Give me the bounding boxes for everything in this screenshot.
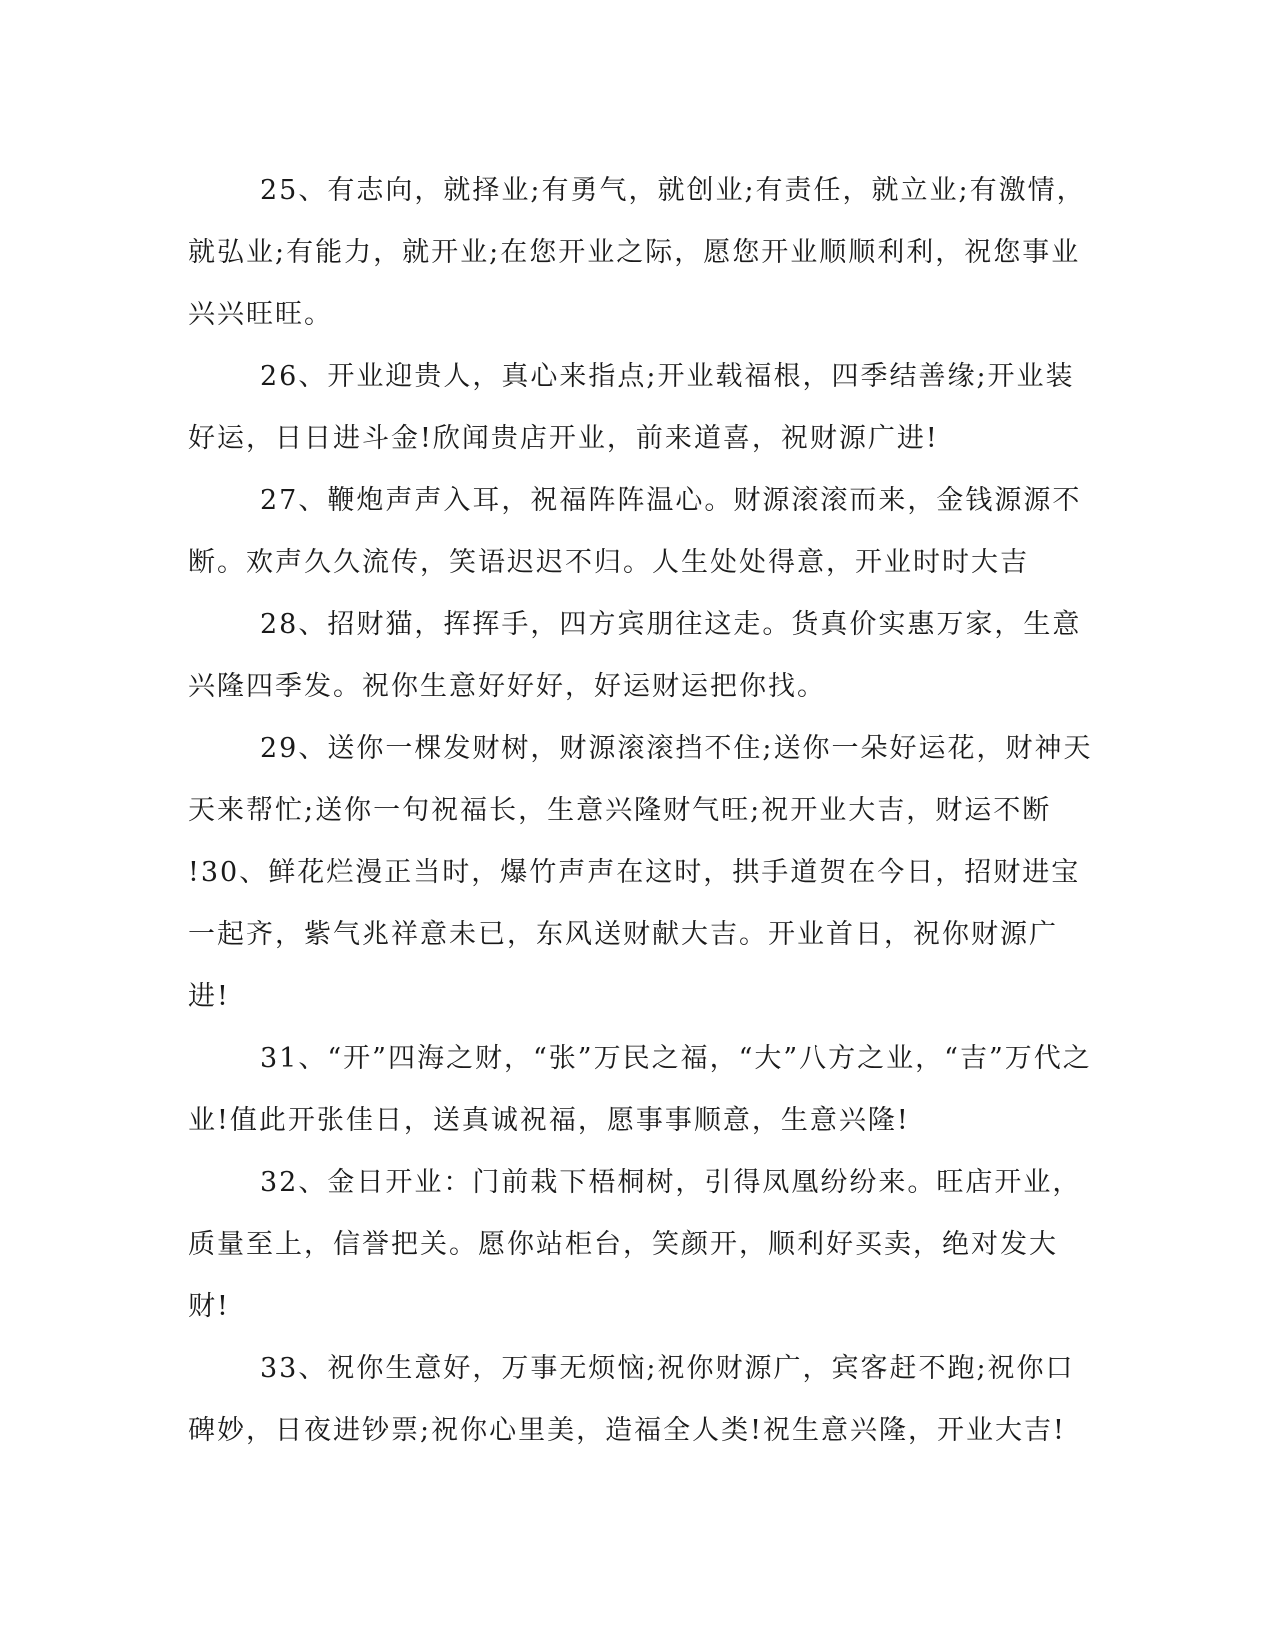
paragraph-28	[188, 594, 1088, 718]
paragraph-31	[188, 1028, 1092, 1152]
text-line: 31、“开”四海之财，“张”万民之福，“大”八方之业，“吉”万代之	[260, 1043, 1092, 1074]
text-line: 27、鞭炮声声入耳，祝福阵阵温心。财源滚滚而来，金钱源源不	[260, 485, 1082, 516]
text-line: 进!	[188, 981, 230, 1012]
text-line: 兴兴旺旺。	[188, 299, 333, 330]
paragraph-25	[188, 160, 1088, 346]
paragraph-27	[188, 470, 1088, 594]
text-line: 33、祝你生意好，万事无烦恼;祝你财源广，宾客赶不跑;祝你口	[260, 1353, 1075, 1384]
text-line: !30、鲜花烂漫正当时，爆竹声声在这时，拱手道贺在今日，招财进宝	[188, 857, 1081, 888]
text-line: 财!	[188, 1291, 230, 1322]
text-line: 质量至上，信誉把关。愿你站柜台，笑颜开，顺利好买卖，绝对发大	[188, 1229, 1058, 1260]
text-line: 断。欢声久久流传，笑语迟迟不归。人生处处得意，开业时时大吉	[188, 547, 1029, 578]
text-line: 一起齐，紫气兆祥意未已，东风送财献大吉。开业首日，祝你财源广	[188, 919, 1058, 950]
paragraph-29-30	[188, 718, 1093, 1028]
text-line: 好运，日日进斗金!欣闻贵店开业，前来道喜，祝财源广进!	[188, 423, 939, 454]
text-line: 25、有志向，就择业;有勇气，就创业;有责任，就立业;有激情，	[260, 175, 1086, 206]
text-line: 业!值此开张佳日，送真诚祝福，愿事事顺意，生意兴隆!	[188, 1105, 910, 1136]
paragraph-32	[188, 1152, 1088, 1338]
text-line: 碑妙，日夜进钞票;祝你心里美，造福全人类!祝生意兴隆，开业大吉!	[188, 1415, 1066, 1446]
text-line: 29、送你一棵发财树，财源滚滚挡不住;送你一朵好运花，财神天	[260, 733, 1093, 764]
text-line: 就弘业;有能力，就开业;在您开业之际，愿您开业顺顺利利，祝您事业	[188, 237, 1081, 268]
text-line: 26、开业迎贵人，真心来指点;开业载福根，四季结善缘;开业装	[260, 361, 1075, 392]
paragraph-26	[188, 346, 1088, 470]
text-line: 天来帮忙;送你一句祝福长，生意兴隆财气旺;祝开业大吉，财运不断	[188, 795, 1052, 826]
text-line: 28、招财猫，挥挥手，四方宾朋往这走。货真价实惠万家，生意	[260, 609, 1082, 640]
paragraph-33	[188, 1338, 1088, 1462]
document-body	[188, 160, 1093, 1462]
text-line: 32、金日开业：门前栽下梧桐树，引得凤凰纷纷来。旺店开业，	[260, 1167, 1082, 1198]
text-line: 兴隆四季发。祝你生意好好好，好运财运把你找。	[188, 671, 826, 702]
